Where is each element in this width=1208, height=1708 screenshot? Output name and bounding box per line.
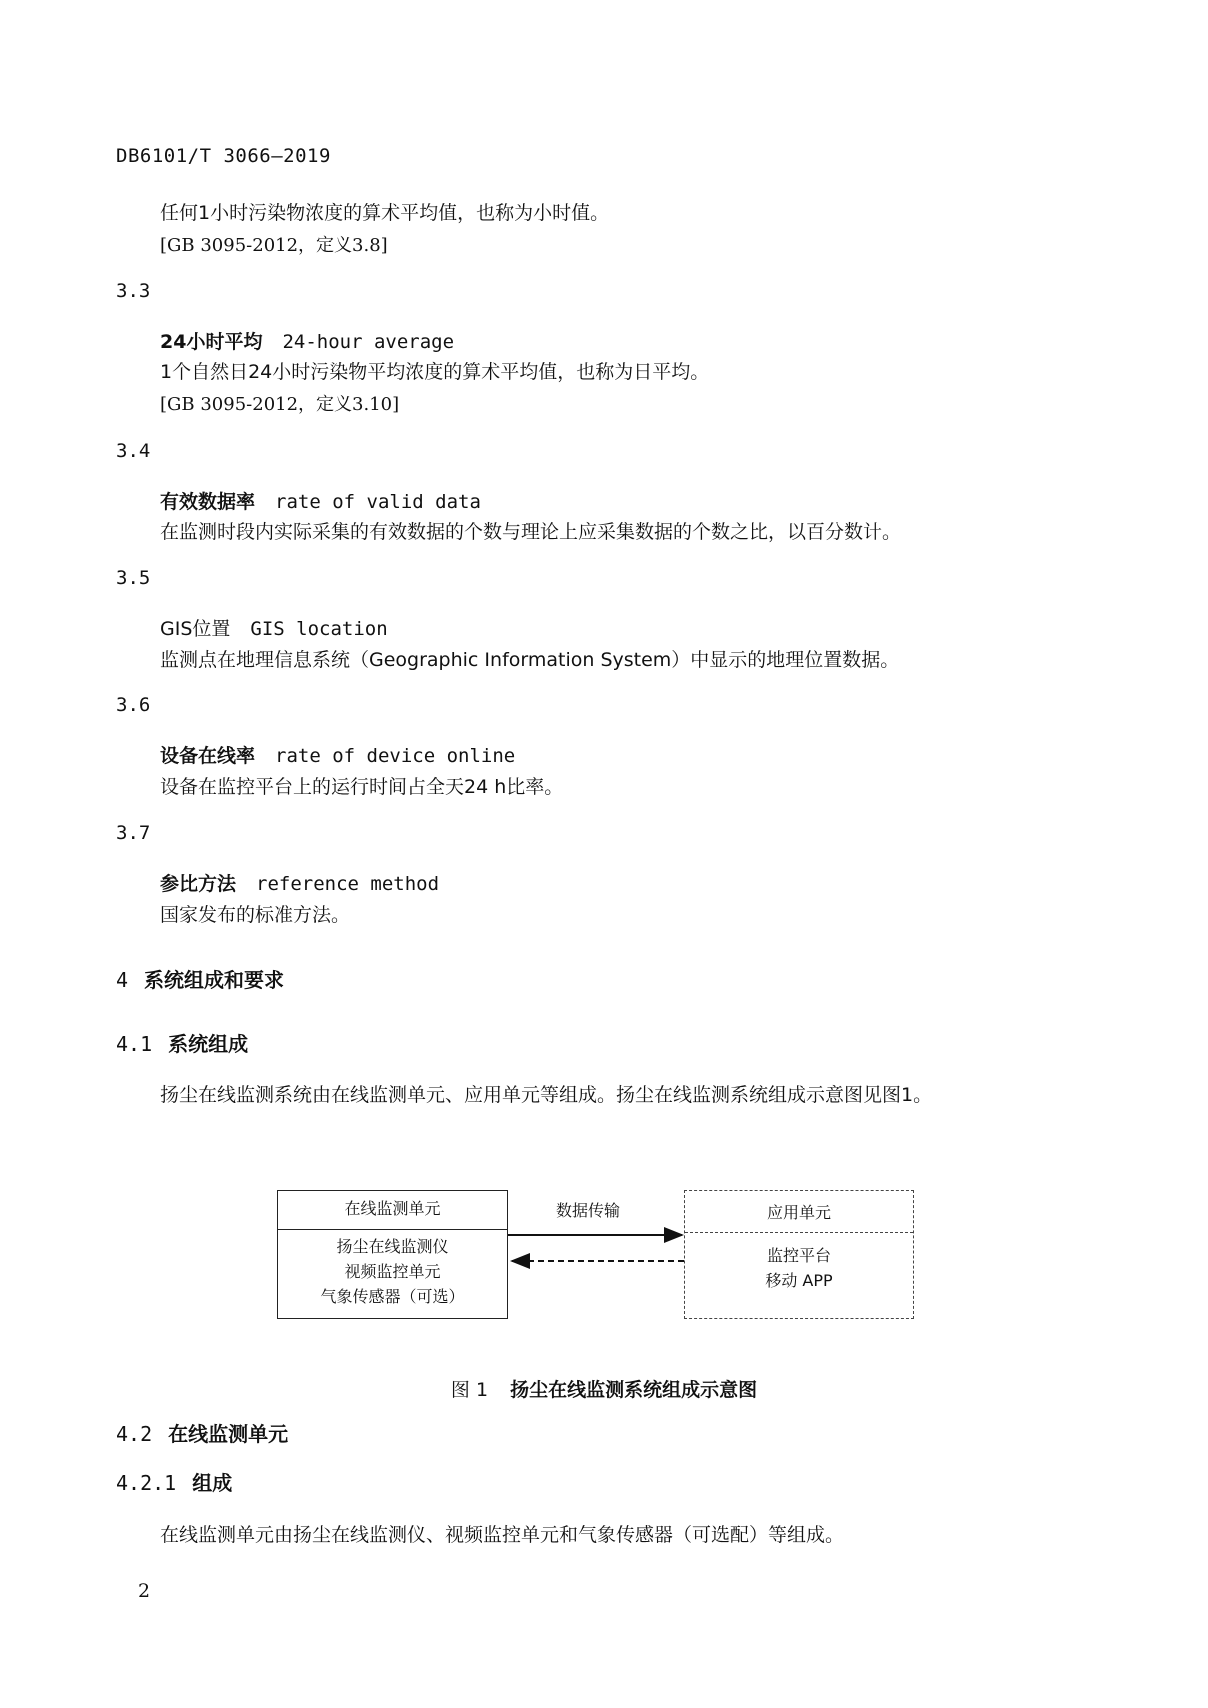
- box-item: 移动 APP: [765, 1271, 833, 1290]
- clause-number: 3.6: [116, 694, 151, 716]
- figure-title: 扬尘在线监测系统组成示意图: [510, 1379, 758, 1401]
- definition-text: 1个自然日24小时污染物平均浓度的算术平均值，也称为日平均。: [160, 361, 710, 383]
- paragraph-text: 扬尘在线监测系统由在线监测单元、应用单元等组成。扬尘在线监测系统组成示意图见图1。: [160, 1084, 933, 1106]
- figure-number: 图 1: [450, 1379, 489, 1401]
- transmission-arrows: [508, 1225, 684, 1275]
- definition-citation: [GB 3095-2012，定义3.8]: [160, 235, 388, 256]
- term-english: rate of valid data: [275, 491, 481, 513]
- term-chinese: 参比方法: [160, 873, 237, 895]
- term-chinese: 24小时平均: [160, 331, 263, 353]
- box-title: 应用单元: [685, 1191, 913, 1233]
- subsection-heading: [116, 1028, 248, 1057]
- clause-number: 3.3: [116, 280, 151, 302]
- section-title: 组成: [192, 1471, 233, 1495]
- box-item: 视频监控单元: [344, 1262, 441, 1281]
- section-title: 系统组成: [168, 1032, 249, 1056]
- subsubsection-heading: [116, 1467, 232, 1496]
- definition-text: 国家发布的标准方法。: [160, 904, 351, 926]
- box-item: 气象传感器（可选）: [320, 1287, 465, 1306]
- definition-text: 监测点在地理信息系统（Geographic Information System）中显示的地理位置数据。: [160, 649, 900, 671]
- clause-number: 3.5: [116, 567, 151, 589]
- section-title: 在线监测单元: [168, 1422, 289, 1446]
- term-chinese: 有效数据率: [160, 491, 256, 513]
- figure-caption: [0, 1375, 1208, 1402]
- clause-number: 3.4: [116, 440, 151, 462]
- paragraph-text: 在线监测单元由扬尘在线监测仪、视频监控单元和气象传感器（可选配）等组成。: [160, 1524, 845, 1546]
- section-number: 4: [116, 968, 129, 992]
- section-number: 4.2.1: [116, 1471, 177, 1495]
- definition-text: 设备在监控平台上的运行时间占全天24 h比率。: [160, 776, 564, 798]
- term-heading: [160, 741, 515, 768]
- box-item: 监控平台: [766, 1246, 831, 1265]
- term-english: reference method: [256, 873, 440, 895]
- clause-number: 3.7: [116, 822, 151, 844]
- box-item: 扬尘在线监测仪: [336, 1237, 449, 1256]
- term-english: rate of device online: [275, 745, 516, 767]
- term-english: 24-hour average: [282, 331, 455, 353]
- online-monitoring-unit-box: [277, 1190, 508, 1319]
- subsection-heading: [116, 1418, 288, 1447]
- definition-citation: [GB 3095-2012，定义3.10]: [160, 394, 400, 415]
- definition-text: 任何1小时污染物浓度的算术平均值，也称为小时值。: [160, 202, 610, 224]
- term-heading: [160, 327, 454, 354]
- section-title: 系统组成和要求: [144, 968, 285, 992]
- page-number: 2: [138, 1580, 151, 1602]
- box-title: 在线监测单元: [278, 1191, 507, 1230]
- section-number: 4.1: [116, 1032, 153, 1056]
- term-heading: [160, 869, 439, 896]
- section-number: 4.2: [116, 1422, 153, 1446]
- term-chinese: GIS位置: [160, 618, 231, 640]
- definition-text: 在监测时段内实际采集的有效数据的个数与理论上应采集数据的个数之比，以百分数计。: [160, 521, 902, 543]
- term-chinese: 设备在线率: [160, 745, 256, 767]
- application-unit-box: [684, 1190, 914, 1319]
- section-heading: [116, 964, 284, 993]
- term-heading: [160, 487, 481, 514]
- term-english: GIS location: [250, 618, 388, 640]
- data-transmission-label: 数据传输: [556, 1201, 621, 1220]
- term-heading: [160, 614, 388, 641]
- document-code-header: DB6101/T 3066—2019: [116, 145, 331, 167]
